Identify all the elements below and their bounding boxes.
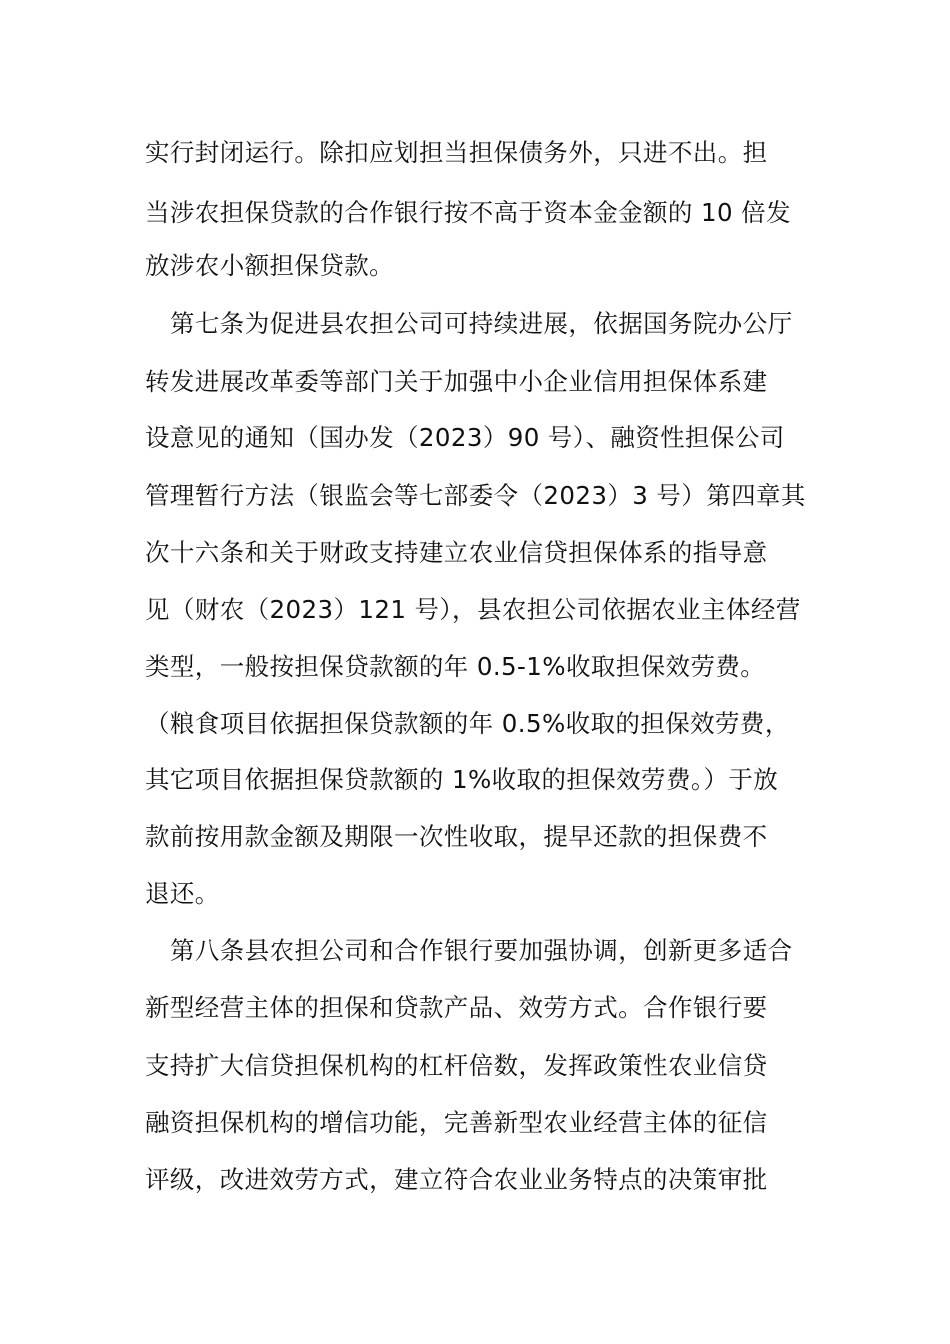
text-line: 放涉农小额担保贷款。 [145,251,394,280]
text-line: 第八条县农担公司和合作银行要加强协调，创新更多适合 [170,936,793,965]
text-line: 次十六条和关于财政支持建立农业信贷担保体系的指导意 [145,538,768,567]
text-line: （粮食项目依据担保贷款额的年 0.5%收取的担保效劳费， [145,709,790,738]
text-line: 款前按用款金额及期限一次性收取，提早还款的担保费不 [145,822,768,851]
text-line: 评级，改进效劳方式，建立符合农业业务特点的决策审批 [145,1165,768,1194]
text-line: 实行封闭运行。除扣应划担当担保债务外，只进不出。担 [145,138,768,167]
text-line: 第七条为促进县农担公司可持续进展，依据国务院办公厅 [170,309,793,338]
text-line: 退还。 [145,879,220,908]
text-line: 融资担保机构的增信功能，完善新型农业经营主体的征信 [145,1108,768,1137]
text-line: 新型经营主体的担保和贷款产品、效劳方式。合作银行要 [145,993,768,1022]
text-line: 其它项目依据担保贷款额的 1%收取的担保效劳费。）于放 [145,765,779,794]
text-line: 管理暂行方法（银监会等七部委令（2023）3 号）第四章其 [145,481,806,510]
text-line: 见（财农（2023）121 号），县农担公司依据农业主体经营 [145,595,801,624]
text-line: 支持扩大信贷担保机构的杠杆倍数，发挥政策性农业信贷 [145,1051,768,1080]
text-line: 类型，一般按担保贷款额的年 0.5-1%收取担保效劳费。 [145,652,766,681]
text-line: 转发进展改革委等部门关于加强中小企业信用担保体系建 [145,367,768,396]
text-line: 设意见的通知（国办发（2023）90 号）、融资性担保公司 [145,423,785,452]
text-line: 当涉农担保贷款的合作银行按不高于资本金金额的 10 倍发 [145,198,791,227]
